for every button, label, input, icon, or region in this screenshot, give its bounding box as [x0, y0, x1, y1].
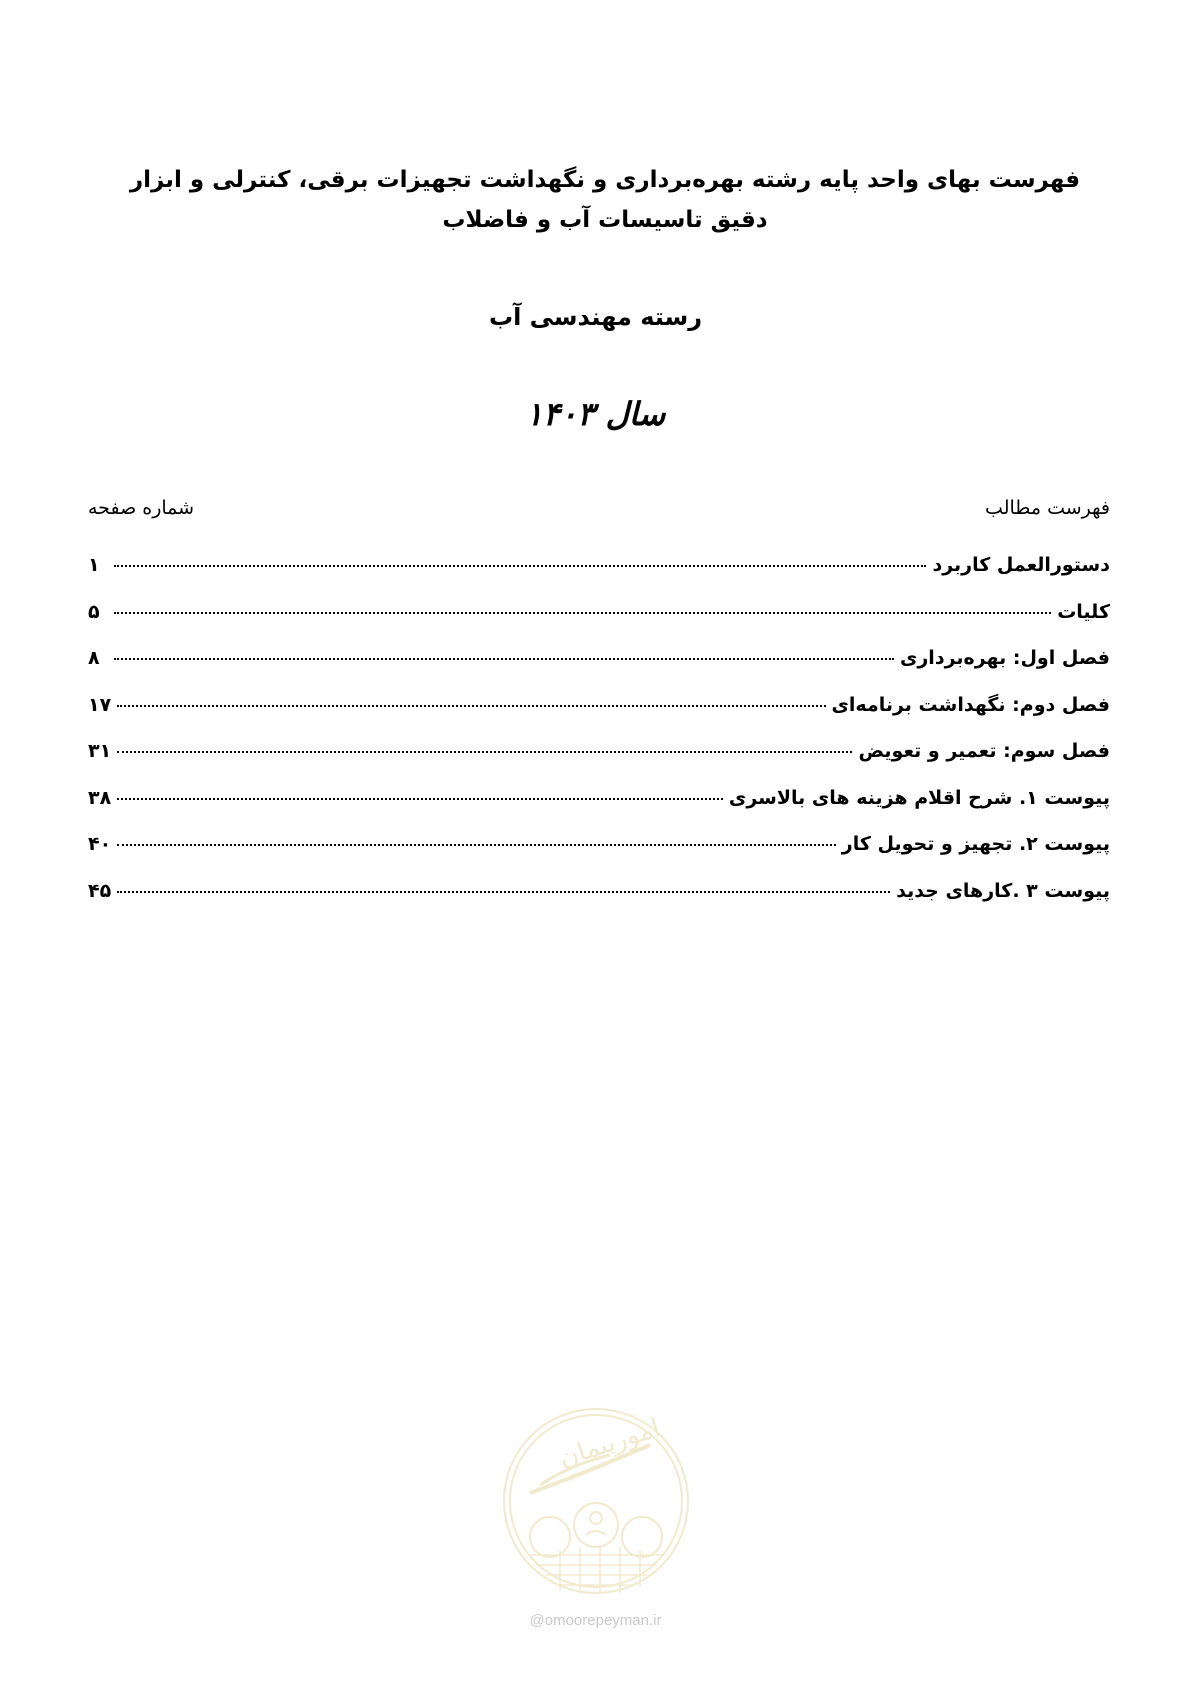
toc-entry-label: فصل اول: بهره‌برداری [899, 647, 1110, 669]
toc-entry-label: پیوست ۲. تجهیز و تحویل کار [841, 833, 1110, 855]
toc-leader-dots [117, 891, 890, 893]
toc-leader-dots [114, 612, 1051, 614]
toc-entry-page: ۳۸ [88, 786, 112, 809]
document-title: فهرست بهای واحد پایه رشته بهره‌برداری و نگهداشت تجهیزات برقی، کنترلی و ابزار دقیق تاسیسات آب و فاضلاب [129, 167, 1081, 233]
toc-entry[interactable] [88, 740, 1110, 787]
toc-entry[interactable] [88, 880, 1110, 927]
toc-entry[interactable] [88, 833, 1110, 880]
toc-header [88, 497, 1110, 519]
toc-header-title: فهرست مطالب [985, 497, 1110, 519]
toc-entry-label: پیوست ۱. شرح اقلام هزینه های بالاسری [728, 786, 1110, 809]
toc-leader-dots [117, 705, 825, 707]
toc-entry-page: ۴۰ [88, 833, 112, 855]
toc-leader-dots [114, 658, 894, 660]
toc-entry-page: ۱ [88, 554, 100, 576]
toc-entry[interactable] [88, 601, 1110, 648]
watermark-logo [500, 1405, 692, 1597]
toc-entry-label: کلیات [1057, 600, 1110, 623]
toc-entry-page: ۴۵ [88, 879, 112, 902]
toc-leader-dots [117, 751, 852, 753]
table-of-contents [88, 554, 1110, 926]
toc-entry-label: دستورالعمل کاربرد [932, 554, 1110, 576]
toc-entry[interactable] [88, 647, 1110, 694]
toc-entry-page: ۵ [88, 600, 100, 623]
toc-entry[interactable] [88, 787, 1110, 834]
svg-text:امورپیمان: امورپیمان [555, 1413, 664, 1474]
document-subtitle: رسته مهندسی آب [488, 303, 703, 331]
toc-entry-page: ۸ [88, 647, 100, 669]
toc-entry-page: ۱۷ [88, 693, 112, 716]
toc-entry[interactable] [88, 554, 1110, 601]
toc-entry[interactable] [88, 694, 1110, 741]
toc-leader-dots [117, 844, 836, 846]
toc-leader-dots [117, 798, 723, 800]
document-year: سال ۱۴۰۳ [525, 395, 666, 433]
toc-header-page-number: شماره صفحه [88, 497, 195, 519]
toc-leader-dots [114, 565, 926, 567]
toc-entry-label: فصل دوم: نگهداشت برنامه‌ای [831, 693, 1110, 716]
toc-entry-label: پیوست ۳ .کارهای جدید [896, 879, 1110, 902]
toc-entry-page: ۳۱ [88, 740, 112, 762]
watermark-site: @omoorepeyman.ir [529, 1612, 662, 1629]
toc-entry-label: فصل سوم: تعمیر و تعویض [858, 740, 1110, 762]
